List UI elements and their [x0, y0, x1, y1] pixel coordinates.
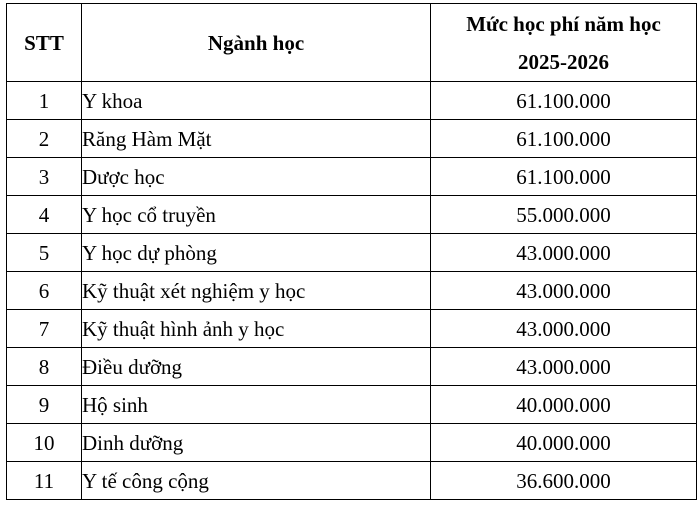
row-major: Dược học	[82, 158, 431, 196]
table-body	[7, 82, 697, 500]
row-fee: 40.000.000	[431, 386, 697, 424]
row-fee: 40.000.000	[431, 424, 697, 462]
row-stt: 9	[7, 386, 82, 424]
row-major: Y học cổ truyền	[82, 196, 431, 234]
row-fee: 43.000.000	[431, 348, 697, 386]
row-fee: 43.000.000	[431, 234, 697, 272]
row-major: Điều dưỡng	[82, 348, 431, 386]
row-stt: 2	[7, 120, 82, 158]
row-stt: 5	[7, 234, 82, 272]
table-row	[7, 158, 697, 196]
row-fee: 43.000.000	[431, 310, 697, 348]
row-fee: 55.000.000	[431, 196, 697, 234]
row-major: Dinh dưỡng	[82, 424, 431, 462]
row-major: Y học dự phòng	[82, 234, 431, 272]
row-major: Y khoa	[82, 82, 431, 120]
table-row	[7, 424, 697, 462]
tuition-table	[6, 3, 697, 500]
row-fee: 61.100.000	[431, 82, 697, 120]
header-row	[7, 4, 697, 82]
table-row	[7, 462, 697, 500]
row-fee: 36.600.000	[431, 462, 697, 500]
table-row	[7, 386, 697, 424]
row-major: Y tế công cộng	[82, 462, 431, 500]
row-fee: 43.000.000	[431, 272, 697, 310]
header-stt: STT	[7, 4, 82, 82]
header-fee-line1: Mức học phí năm học	[466, 11, 661, 36]
row-stt: 1	[7, 82, 82, 120]
table-header	[7, 4, 697, 82]
row-stt: 11	[7, 462, 82, 500]
row-major: Kỹ thuật hình ảnh y học	[82, 310, 431, 348]
row-fee: 61.100.000	[431, 158, 697, 196]
table-row	[7, 120, 697, 158]
table-row	[7, 234, 697, 272]
table-row	[7, 272, 697, 310]
row-stt: 8	[7, 348, 82, 386]
row-stt: 3	[7, 158, 82, 196]
row-stt: 10	[7, 424, 82, 462]
table-row	[7, 348, 697, 386]
row-major: Răng Hàm Mặt	[82, 120, 431, 158]
row-major: Kỹ thuật xét nghiệm y học	[82, 272, 431, 310]
row-major: Hộ sinh	[82, 386, 431, 424]
table-row	[7, 196, 697, 234]
row-stt: 6	[7, 272, 82, 310]
header-fee-line2: 2025-2026	[518, 49, 609, 74]
header-fee	[431, 4, 697, 82]
table-row	[7, 310, 697, 348]
row-stt: 7	[7, 310, 82, 348]
row-stt: 4	[7, 196, 82, 234]
header-major: Ngành học	[82, 4, 431, 82]
table-row	[7, 82, 697, 120]
row-fee: 61.100.000	[431, 120, 697, 158]
